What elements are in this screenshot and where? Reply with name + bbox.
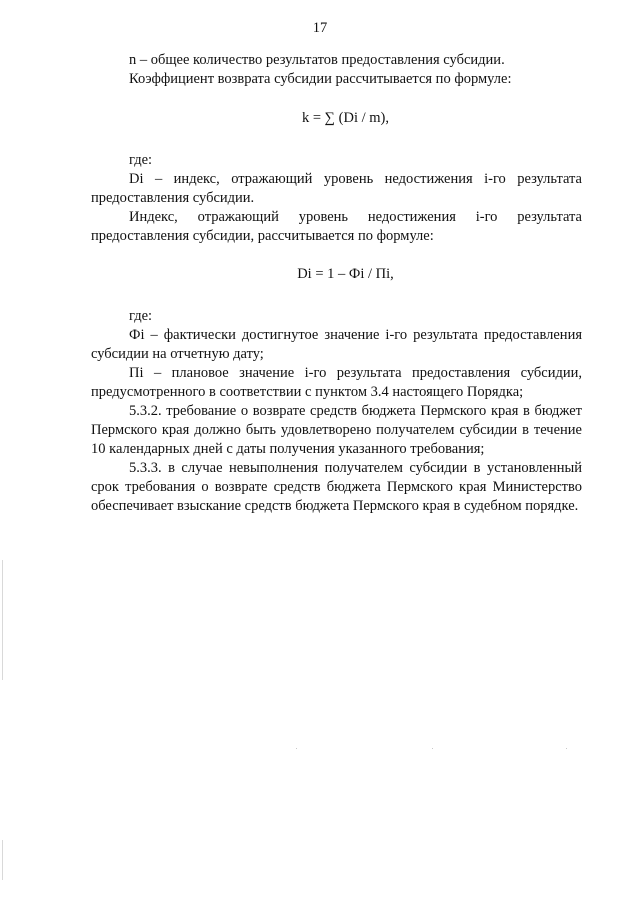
scan-dot (296, 748, 297, 749)
page-number: 17 (312, 20, 328, 36)
paragraph-pi-definition: Пi – плановое значение i-го результата предоставления субсидии, предусмотренного в соответствии с пунктом 3.4 настоящего Порядка; (91, 365, 582, 400)
where-label-1: где: (129, 152, 153, 168)
scan-dot (566, 748, 567, 749)
formula-di: Di = 1 – Фi / Пi, (297, 266, 394, 282)
paragraph-5-3-2: 5.3.2. требование о возврате средств бюджета Пермского края в бюджет Пермского края должно быть удовлетворено получателем субсидии в течение 10 календарных дней с даты получения указанного требования; (91, 403, 582, 457)
paragraph-index-intro: Индекс, отражающий уровень недостижения i-го результата предоставления субсидии, рассчитывается по формуле: (91, 209, 582, 244)
scan-dot (432, 748, 433, 749)
where-label-2: где: (129, 308, 153, 324)
paragraph-fi-definition: Фi – фактически достигнутое значение i-го результата предоставления субсидии на отчетную дату; (91, 327, 582, 362)
scan-edge-mark (2, 840, 3, 880)
document-body (91, 51, 582, 516)
paragraph-5-3-3: 5.3.3. в случае невыполнения получателем субсидии в установленный срок требования о возврате средств бюджета Пермского края Министерство обеспечивает взыскание средств бюджета Пермского края в судебном порядке. (91, 460, 582, 514)
scan-edge-mark (2, 560, 3, 680)
paragraph-coefficient-intro: Коэффициент возврата субсидии рассчитывается по формуле: (129, 71, 512, 87)
formula-k: k = ∑ (Di / m), (302, 110, 389, 126)
paragraph-di-definition: Di – индекс, отражающий уровень недостижения i-го результата предоставления субсидии. (91, 171, 582, 206)
paragraph-n-definition: n – общее количество результатов предоставления субсидии. (129, 52, 505, 68)
